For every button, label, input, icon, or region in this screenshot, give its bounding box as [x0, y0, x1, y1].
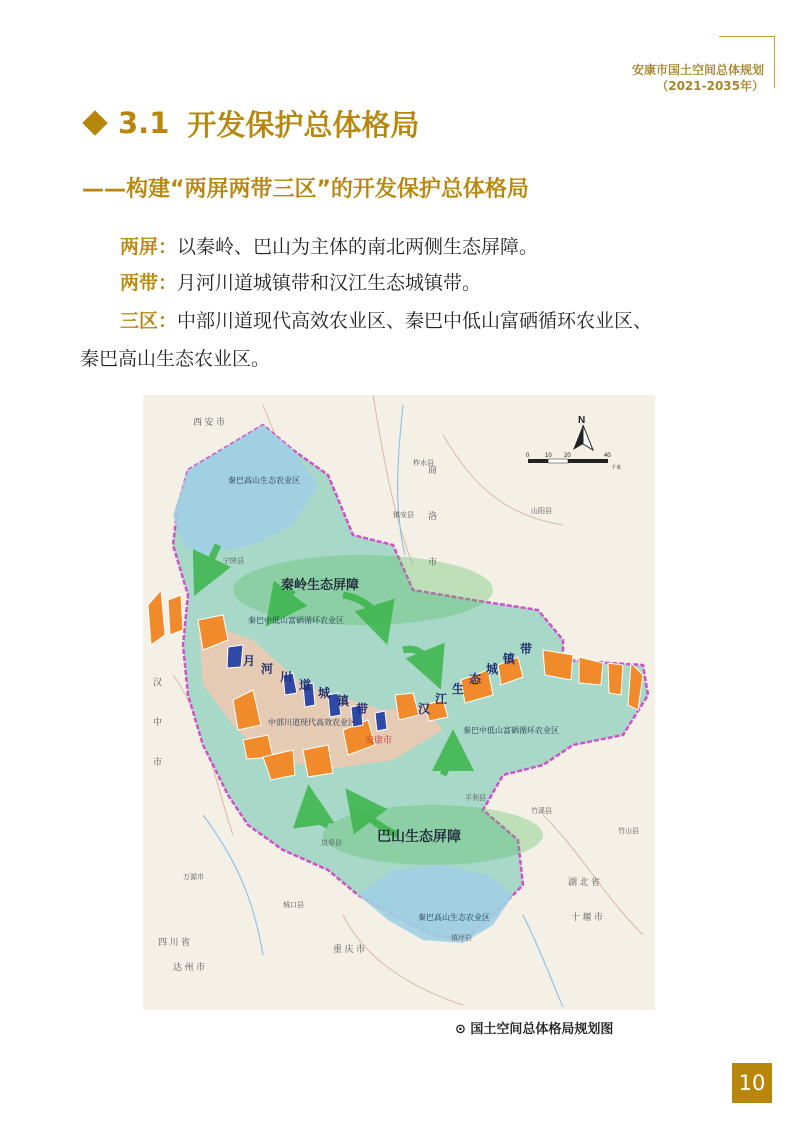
text-three-zones-line2: 秦巴高山生态农业区。 — [80, 348, 271, 370]
place-zhushan: 竹山县 — [618, 828, 639, 835]
scale-tick: 10 — [545, 453, 552, 459]
diamond-bullet-icon — [82, 110, 107, 135]
belt-char: 月 — [243, 654, 256, 668]
place-zhenan: 镇安县 — [393, 512, 414, 519]
paragraph-two-belts — [80, 268, 780, 295]
place-hubei: 湖 北 省 — [568, 877, 601, 887]
zone-label-south-high: 秦巴高山生态农业区 — [418, 913, 490, 922]
place-hanzhong-1: 汉 — [153, 677, 163, 687]
document-header — [632, 62, 764, 94]
place-langao: 岚皋县 — [321, 840, 342, 847]
place-chongqing: 重 庆 市 — [333, 944, 366, 954]
label-two-screens: 两屏： — [120, 236, 178, 258]
label-three-zones: 三区： — [120, 310, 178, 332]
belt-char: 川 — [280, 670, 293, 684]
north-label: N — [578, 415, 586, 426]
belt-char: 道 — [299, 678, 312, 692]
paragraph-two-screens — [80, 232, 780, 259]
place-hanzhong-3: 市 — [153, 757, 163, 767]
section-subtitle: ——构建“两屏两带三区”的开发保护总体格局 — [82, 177, 529, 202]
header-title: 安康市国土空间总体规划 — [631, 63, 764, 77]
belt-char: 生 — [452, 682, 465, 696]
belt-char: 江 — [435, 692, 448, 706]
paragraph-three-zones — [80, 306, 780, 333]
page-number: 10 — [732, 1063, 772, 1103]
place-shanyang: 山阳县 — [531, 508, 552, 515]
header-years: （2021-2035年） — [656, 79, 764, 93]
place-xian: 西 安 市 — [193, 417, 226, 427]
belt-char: 带 — [520, 642, 533, 656]
place-pingli: 平利县 — [465, 795, 486, 802]
place-shangluo-1: 商 — [428, 465, 438, 475]
belt-char: 镇 — [337, 694, 350, 708]
label-two-belts: 两带： — [120, 272, 178, 294]
belt-char: 带 — [356, 702, 369, 716]
scale-tick: 20 — [564, 453, 571, 459]
zone-label-south-mid: 秦巴中低山富硒循环农业区 — [463, 726, 559, 735]
zone-label-north-high: 秦巴高山生态农业区 — [228, 476, 300, 485]
map-caption: ⊙ 国土空间总体格局规划图 — [455, 1022, 614, 1037]
scale-tick: 40 — [604, 453, 611, 459]
qinling-barrier-label: 秦岭生态屏障 — [281, 577, 360, 592]
place-chengkou: 城口县 — [283, 902, 304, 909]
belt-char: 城 — [318, 686, 331, 700]
section-number: 3.1 — [118, 106, 170, 140]
place-zhenping: 镇坪县 — [451, 935, 472, 942]
place-shiyan: 十 堰 市 — [571, 912, 604, 922]
scale-tick: 0 — [526, 453, 530, 459]
zone-label-central: 中部川道现代高效农业区 — [268, 718, 356, 727]
text-two-screens: 以秦岭、巴山为主体的南北两侧生态屏障。 — [177, 236, 539, 258]
place-shangluo-2: 洛 — [428, 511, 438, 521]
place-zhashui: 柞水县 — [413, 460, 434, 467]
belt-char: 态 — [469, 672, 482, 686]
place-wanyuan: 万源市 — [183, 874, 204, 881]
place-ningshan: 宁陕县 — [223, 558, 244, 565]
paragraph-three-zones-cont — [80, 344, 740, 371]
scale-unit: 千米 — [611, 465, 622, 471]
place-shangluo-3: 市 — [428, 557, 438, 567]
belt-char: 城 — [486, 662, 499, 676]
text-two-belts: 月河川道城镇带和汉江生态城镇带。 — [177, 272, 482, 294]
bashan-barrier-label: 巴山生态屏障 — [377, 828, 461, 844]
place-hanzhong-2: 中 — [153, 717, 163, 727]
place-sichuan: 四 川 省 — [158, 937, 191, 947]
place-zhuxi: 竹溪县 — [531, 808, 552, 815]
section-title: 开发保护总体格局 — [187, 107, 420, 142]
belt-char: 汉 — [418, 702, 431, 716]
belt-char: 镇 — [503, 652, 516, 666]
place-dazhou: 达 州 市 — [173, 962, 206, 972]
place-ankang: 安康市 — [365, 735, 393, 745]
text-three-zones-line1: 中部川道现代高效农业区、秦巴中低山富硒循环农业区、 — [177, 310, 653, 332]
qinling-glow — [233, 555, 493, 625]
zone-label-north-mid: 秦巴中低山富硒循环农业区 — [248, 616, 344, 625]
territorial-pattern-map — [143, 395, 655, 1010]
belt-char: 河 — [261, 662, 274, 676]
section-heading — [80, 101, 419, 145]
